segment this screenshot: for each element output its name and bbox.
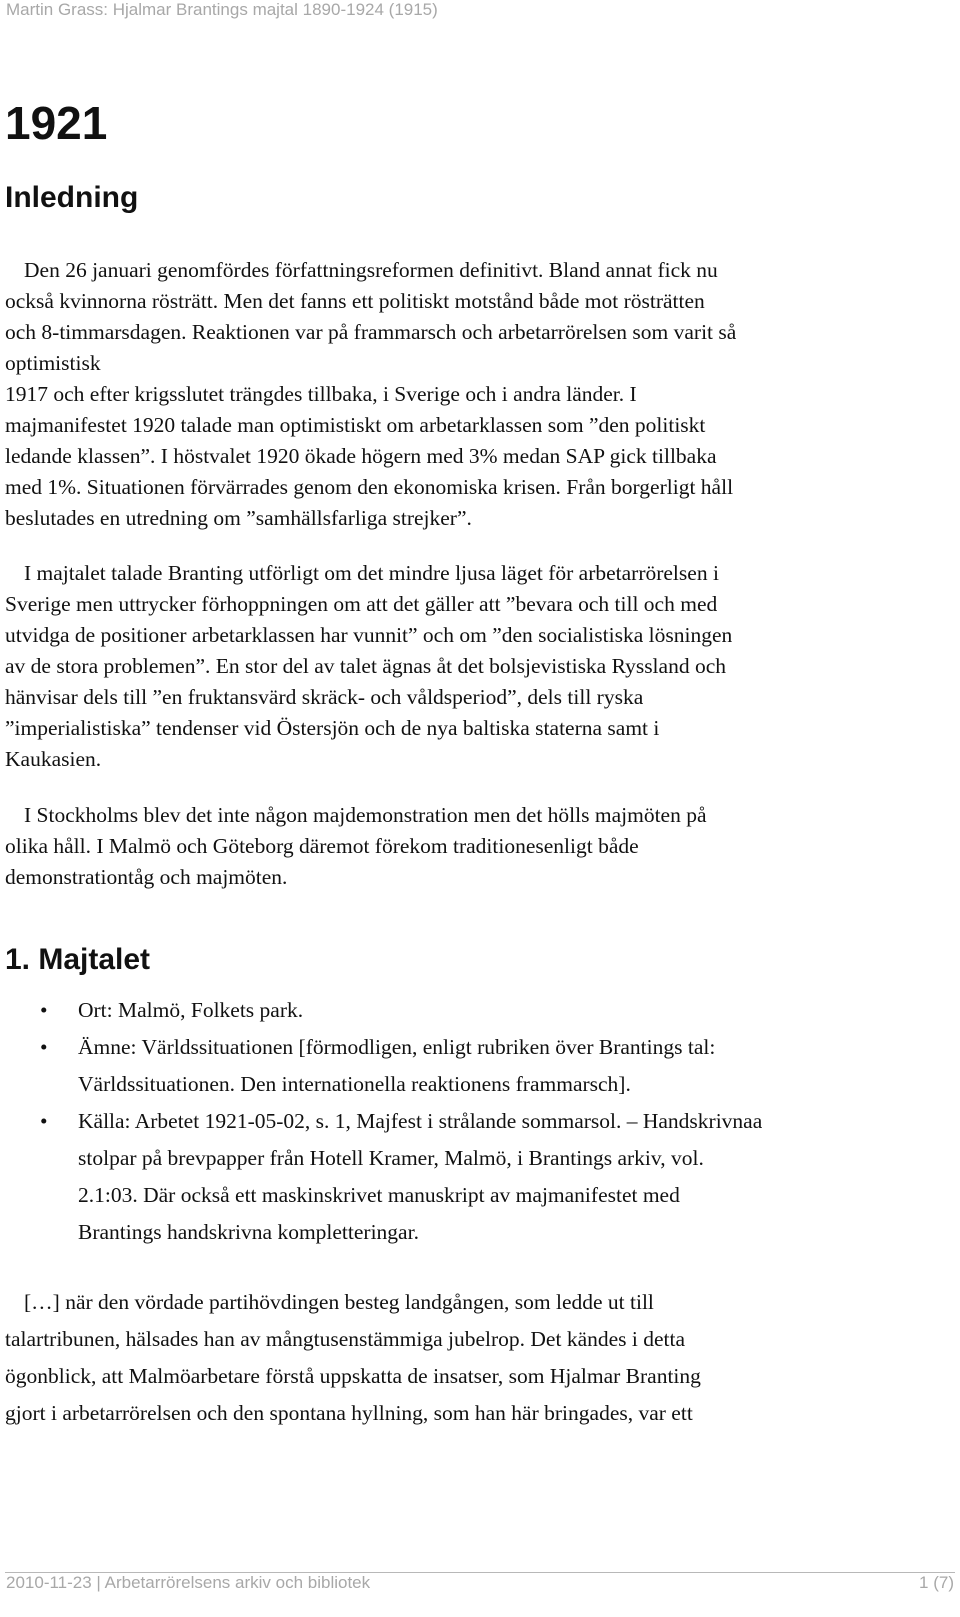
bullet-icon: • [40,1035,48,1059]
text-line: I Stockholms blev det inte någon majdemonstration men det hölls majmöten på [24,803,707,827]
page-title: 1921 [5,97,108,149]
text-line: ledande klassen”. I höstvalet 1920 ökade högern med 3% medan SAP gick tillbaka [5,444,717,468]
text-line: Ämne: Världssituationen [förmodligen, enligt rubriken över Brantings tal: [78,1035,716,1059]
text-line: talartribunen, hälsades han av mångtusenstämmiga jubelrop. Det kändes i detta [5,1327,686,1351]
text-line: Den 26 januari genomfördes författningsreformen definitivt. Bland annat fick nu [24,258,718,282]
text-line: gjort i arbetarrörelsen och den spontana hyllning, som han här bringades, var ett [5,1401,693,1425]
text-line: demonstrationtåg och majmöten. [5,865,288,889]
text-line: Sverige men uttrycker förhoppningen om att det gäller att ”bevara och till och med [5,592,718,616]
text-line: stolpar på brevpapper från Hotell Kramer, Malmö, i Brantings arkiv, vol. [78,1146,704,1170]
text-line: också kvinnorna rösträtt. Men det fanns ett politiskt motstånd både mot rösträtten [5,289,705,313]
text-line: Källa: Arbetet 1921-05-02, s. 1, Majfest i strålande sommarsol. – Handskrivnaa [78,1109,763,1133]
paragraph-intro [5,255,953,534]
text-line: beslutades en utredning om ”samhällsfarliga strejker”. [5,506,472,530]
section-heading: 1. Majtalet [5,943,151,976]
list-item-place [0,992,955,1029]
text-line: Världssituationen. Den internationella reaktionens frammarsch]. [78,1072,631,1096]
text-line: utvidga de positioner arbetarklassen har vunnit” och om ”den socialistiska lösningen [5,623,733,647]
text-line: optimistisk [5,351,101,375]
text-line: ”imperialistiska” tendenser vid Östersjön och de nya baltiska staterna samt i [5,716,660,740]
bullet-icon: • [40,998,48,1022]
paragraph-speech-summary [5,558,953,775]
footer-date-source: 2010-11-23 | Arbetarrörelsens arkiv och bibliotek [6,1573,371,1592]
paragraph-demonstrations [5,800,953,893]
text-line: och 8-timmarsdagen. Reaktionen var på frammarsch och arbetarrörelsen som varit så [5,320,737,344]
text-line: hänvisar dels till ”en fruktansvärd skräck- och våldsperiod”, dels till ryska [5,685,644,709]
source-list [0,992,955,1251]
text-line: I majtalet talade Branting utförligt om det mindre ljusa läget för arbetarrörelsen i [24,561,719,585]
text-line: Kaukasien. [5,747,102,771]
quote-excerpt [5,1284,953,1432]
list-item-topic [0,1029,955,1103]
text-line: med 1%. Situationen förvärrades genom den ekonomiska krisen. Från borgerligt håll [5,475,734,499]
text-line: 1917 och efter krigsslutet trängdes tillbaka, i Sverige och i andra länder. I [5,382,637,406]
text-line: ögonblick, att Malmöarbetare förstå uppskatta de insatser, som Hjalmar Branting [5,1364,701,1388]
running-head: Martin Grass: Hjalmar Brantings majtal 1890-1924 (1915) [6,0,438,19]
text-line: Brantings handskrivna kompletteringar. [78,1220,419,1244]
text-line: av de stora problemen”. En stor del av talet ägnas åt det bolsjevistiska Ryssland och [5,654,726,678]
text-line: majmanifestet 1920 talade man optimistiskt om arbetarklassen som ”den politiskt [5,413,706,437]
text-line: olika håll. I Malmö och Göteborg däremot förekom traditionesenligt både [5,834,639,858]
page-number: 1 (7) [919,1573,954,1592]
intro-heading: Inledning [5,181,139,214]
text-line: […] när den vördade partihövdingen besteg landgången, som ledde ut till [24,1290,654,1314]
text-line: Ort: Malmö, Folkets park. [78,998,304,1022]
list-item-source [0,1103,955,1251]
bullet-icon: • [40,1109,48,1133]
text-line: 2.1:03. Där också ett maskinskrivet manuskript av majmanifestet med [78,1183,680,1207]
